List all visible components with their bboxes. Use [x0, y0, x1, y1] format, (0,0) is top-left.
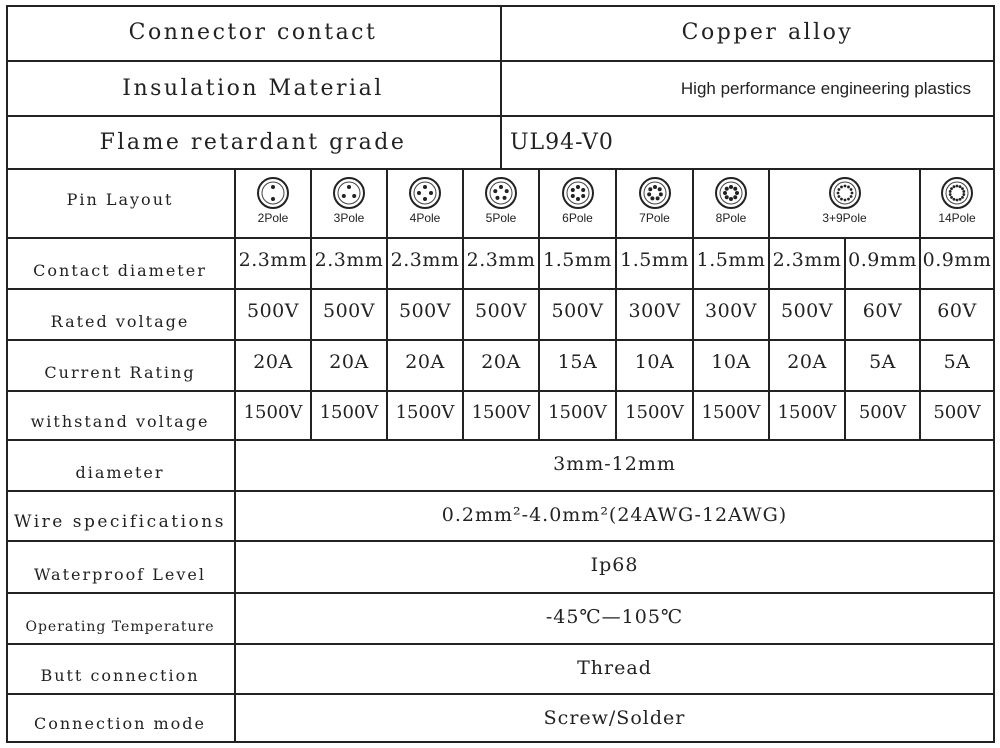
pole-label: 14Pole	[938, 211, 976, 225]
pin-layout-cell	[540, 170, 617, 239]
current-rating-cell: 5A	[846, 341, 921, 392]
withstand-voltage-cell: 1500V	[770, 392, 846, 441]
diameter-value: 3mm-12mm	[236, 441, 995, 492]
withstand-voltage-cell: 500V	[846, 392, 921, 441]
3-pole-connector-icon	[332, 176, 366, 210]
wire-specifications-value: 0.2mm²-4.0mm²(24AWG-12AWG)	[236, 492, 995, 542]
rated-voltage-cell: 60V	[846, 290, 921, 341]
pin-layout-cell	[236, 170, 312, 239]
rated-voltage-cell: 300V	[694, 290, 770, 341]
pin-layout-cell	[617, 170, 694, 239]
contact-diameter-cell: 0.9mm	[846, 239, 921, 290]
row-label-pin-layout: Pin Layout	[6, 170, 236, 239]
spec-value-flame: UL94-V0	[502, 117, 995, 170]
butt-connection-value: Thread	[236, 645, 995, 695]
7-pole-connector-icon	[638, 176, 672, 210]
withstand-voltage-cell: 1500V	[617, 392, 694, 441]
rated-voltage-cell: 500V	[388, 290, 464, 341]
3-plus-9-pole-connector-icon	[828, 176, 862, 210]
withstand-voltage-cell: 1500V	[236, 392, 312, 441]
current-rating-cell: 10A	[617, 341, 694, 392]
withstand-voltage-cell: 1500V	[312, 392, 388, 441]
pole-label: 5Pole	[485, 211, 517, 225]
current-rating-cell: 20A	[388, 341, 464, 392]
pole-label: 4Pole	[409, 211, 441, 225]
pin-layout-cell	[464, 170, 540, 239]
contact-diameter-cell: 2.3mm	[770, 239, 846, 290]
pole-label: 3Pole	[333, 211, 365, 225]
current-rating-cell: 5A	[921, 341, 995, 392]
withstand-voltage-cell: 1500V	[388, 392, 464, 441]
current-rating-cell: 15A	[540, 341, 617, 392]
row-label-current-rating: Current Rating	[6, 341, 236, 392]
spec-label-flame: Flame retardant grade	[6, 117, 502, 170]
pin-layout-cell	[921, 170, 995, 239]
row-label-waterproof-level: Waterproof Level	[6, 542, 236, 594]
rated-voltage-cell: 60V	[921, 290, 995, 341]
contact-diameter-cell: 2.3mm	[312, 239, 388, 290]
pole-label: 7Pole	[639, 211, 670, 225]
row-label-operating-temperature: Operating Temperature	[6, 594, 236, 645]
contact-diameter-cell: 1.5mm	[540, 239, 617, 290]
contact-diameter-cell: 0.9mm	[921, 239, 995, 290]
pole-label: 6Pole	[562, 211, 593, 225]
contact-diameter-cell: 2.3mm	[388, 239, 464, 290]
pin-layout-cell	[694, 170, 770, 239]
rated-voltage-cell: 500V	[464, 290, 540, 341]
pole-label: 2Pole	[257, 211, 289, 225]
contact-diameter-cell: 2.3mm	[464, 239, 540, 290]
contact-diameter-cell: 1.5mm	[617, 239, 694, 290]
operating-temperature-value: -45℃—105℃	[236, 594, 995, 645]
contact-diameter-cell: 2.3mm	[236, 239, 312, 290]
current-rating-cell: 10A	[694, 341, 770, 392]
4-pole-connector-icon	[408, 176, 442, 210]
rated-voltage-cell: 300V	[617, 290, 694, 341]
rated-voltage-cell: 500V	[236, 290, 312, 341]
5-pole-connector-icon	[484, 176, 518, 210]
rated-voltage-cell: 500V	[770, 290, 846, 341]
rated-voltage-cell: 500V	[540, 290, 617, 341]
pin-layout-cell	[312, 170, 388, 239]
current-rating-cell: 20A	[770, 341, 846, 392]
connection-mode-value: Screw/Solder	[236, 695, 995, 743]
withstand-voltage-cell: 1500V	[464, 392, 540, 441]
spec-label-insulation: Insulation Material	[6, 62, 502, 117]
row-label-butt-connection: Butt connection	[6, 645, 236, 695]
row-label-diameter: diameter	[6, 441, 236, 492]
current-rating-cell: 20A	[236, 341, 312, 392]
spec-label-connector_contact: Connector contact	[6, 5, 502, 62]
rated-voltage-cell: 500V	[312, 290, 388, 341]
current-rating-cell: 20A	[464, 341, 540, 392]
pin-layout-cell	[770, 170, 921, 239]
withstand-voltage-cell: 1500V	[694, 392, 770, 441]
row-label-rated-voltage: Rated voltage	[6, 290, 236, 341]
2-pole-connector-icon	[256, 176, 290, 210]
pin-layout-cell	[388, 170, 464, 239]
row-label-connection-mode: Connection mode	[6, 695, 236, 743]
row-label-contact-diameter: Contact diameter	[6, 239, 236, 290]
pole-label: 8Pole	[715, 211, 747, 225]
current-rating-cell: 20A	[312, 341, 388, 392]
withstand-voltage-cell: 1500V	[540, 392, 617, 441]
row-label-withstand-voltage: withstand voltage	[6, 392, 236, 441]
spec-value-connector_contact: Copper alloy	[502, 5, 995, 62]
6-pole-connector-icon	[561, 176, 595, 210]
spec-value-insulation: High performance engineering plastics	[502, 62, 995, 117]
8-pole-connector-icon	[714, 176, 748, 210]
contact-diameter-cell: 1.5mm	[694, 239, 770, 290]
pole-label: 3+9Pole	[822, 211, 867, 225]
withstand-voltage-cell: 500V	[921, 392, 995, 441]
14-pole-connector-icon	[940, 176, 974, 210]
row-label-wire-specifications: Wire specifications	[6, 492, 236, 542]
waterproof-level-value: Ip68	[236, 542, 995, 594]
